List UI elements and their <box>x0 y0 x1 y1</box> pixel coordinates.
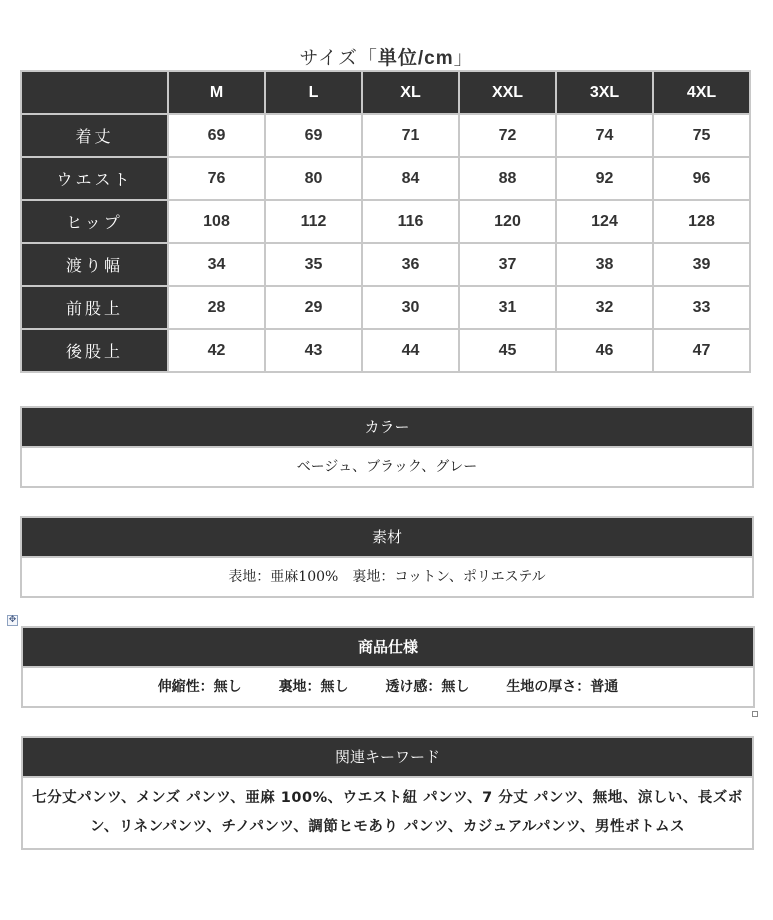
color-section <box>20 406 754 488</box>
table-cell: 47 <box>653 329 750 372</box>
column-header: 3XL <box>556 71 653 114</box>
title-suffix: 」 <box>453 47 474 69</box>
table-cell: 74 <box>556 114 653 157</box>
table-row <box>21 329 750 372</box>
table-resize-handle-icon[interactable] <box>752 711 758 717</box>
table-row <box>21 157 750 200</box>
title-prefix: サイズ「 <box>299 47 378 69</box>
material-section <box>20 516 754 598</box>
table-cell: 36 <box>362 243 459 286</box>
row-header: 前股上 <box>21 286 168 329</box>
table-row <box>21 286 750 329</box>
table-cell: 80 <box>265 157 362 200</box>
spec-item-stretch: 伸縮性：無し <box>157 679 242 695</box>
column-header: XXL <box>459 71 556 114</box>
row-header: 渡り幅 <box>21 243 168 286</box>
table-cell: 75 <box>653 114 750 157</box>
spec-item-sheerness: 透け感：無し <box>385 679 470 695</box>
title-unit: 単位/cm <box>377 48 454 69</box>
table-cell: 120 <box>459 200 556 243</box>
table-cell: 38 <box>556 243 653 286</box>
table-cell: 42 <box>168 329 265 372</box>
spec-section <box>21 626 755 708</box>
table-cell: 76 <box>168 157 265 200</box>
keywords-section-header: 関連キーワード <box>23 738 752 778</box>
table-cell: 71 <box>362 114 459 157</box>
table-row <box>21 200 750 243</box>
table-row <box>21 243 750 286</box>
table-cell: 30 <box>362 286 459 329</box>
table-cell: 34 <box>168 243 265 286</box>
size-table <box>20 70 751 373</box>
table-cell: 108 <box>168 200 265 243</box>
column-header: 4XL <box>653 71 750 114</box>
table-cell: 31 <box>459 286 556 329</box>
table-cell: 37 <box>459 243 556 286</box>
material-section-header: 素材 <box>22 518 752 558</box>
table-cell: 84 <box>362 157 459 200</box>
table-cell: 29 <box>265 286 362 329</box>
row-header: ヒップ <box>21 200 168 243</box>
table-cell: 92 <box>556 157 653 200</box>
spec-item-thickness: 生地の厚さ：普通 <box>506 679 619 695</box>
table-cell: 124 <box>556 200 653 243</box>
table-cell: 69 <box>265 114 362 157</box>
row-header: 着丈 <box>21 114 168 157</box>
keywords-section <box>21 736 754 850</box>
color-section-body: ベージュ、ブラック、グレー <box>22 448 752 486</box>
table-cell: 33 <box>653 286 750 329</box>
column-header: XL <box>362 71 459 114</box>
spec-item-lining: 裏地：無し <box>278 679 349 695</box>
table-row <box>21 114 750 157</box>
table-cell: 96 <box>653 157 750 200</box>
table-cell: 116 <box>362 200 459 243</box>
table-cell: 128 <box>653 200 750 243</box>
size-table-header-row <box>21 71 750 114</box>
keywords-section-body: 七分丈パンツ、メンズ パンツ、亜麻 100%、ウエスト紐 パンツ、7 分丈 パンツ、無地、涼しい、長ズボン、リネンパンツ、チノパンツ、調節ヒモあり パンツ、カジュアルパンツ、男性ボトムス <box>23 778 752 848</box>
table-cell: 45 <box>459 329 556 372</box>
corner-cell <box>21 71 168 114</box>
column-header: L <box>265 71 362 114</box>
table-cell: 44 <box>362 329 459 372</box>
table-cell: 72 <box>459 114 556 157</box>
table-cell: 46 <box>556 329 653 372</box>
color-section-header: カラー <box>22 408 752 448</box>
spec-section-header: 商品仕様 <box>23 628 753 668</box>
spec-section-body <box>23 668 753 706</box>
table-cell: 28 <box>168 286 265 329</box>
size-chart-title <box>0 43 773 70</box>
row-header: 後股上 <box>21 329 168 372</box>
row-header: ウエスト <box>21 157 168 200</box>
table-cell: 69 <box>168 114 265 157</box>
table-cell: 39 <box>653 243 750 286</box>
table-cell: 88 <box>459 157 556 200</box>
column-header: M <box>168 71 265 114</box>
table-cell: 112 <box>265 200 362 243</box>
table-move-handle-icon[interactable]: ✥ <box>8 615 17 625</box>
table-cell: 43 <box>265 329 362 372</box>
material-section-body: 表地：亜麻100% 裏地：コットン、ポリエステル <box>22 558 752 596</box>
table-cell: 35 <box>265 243 362 286</box>
table-cell: 32 <box>556 286 653 329</box>
